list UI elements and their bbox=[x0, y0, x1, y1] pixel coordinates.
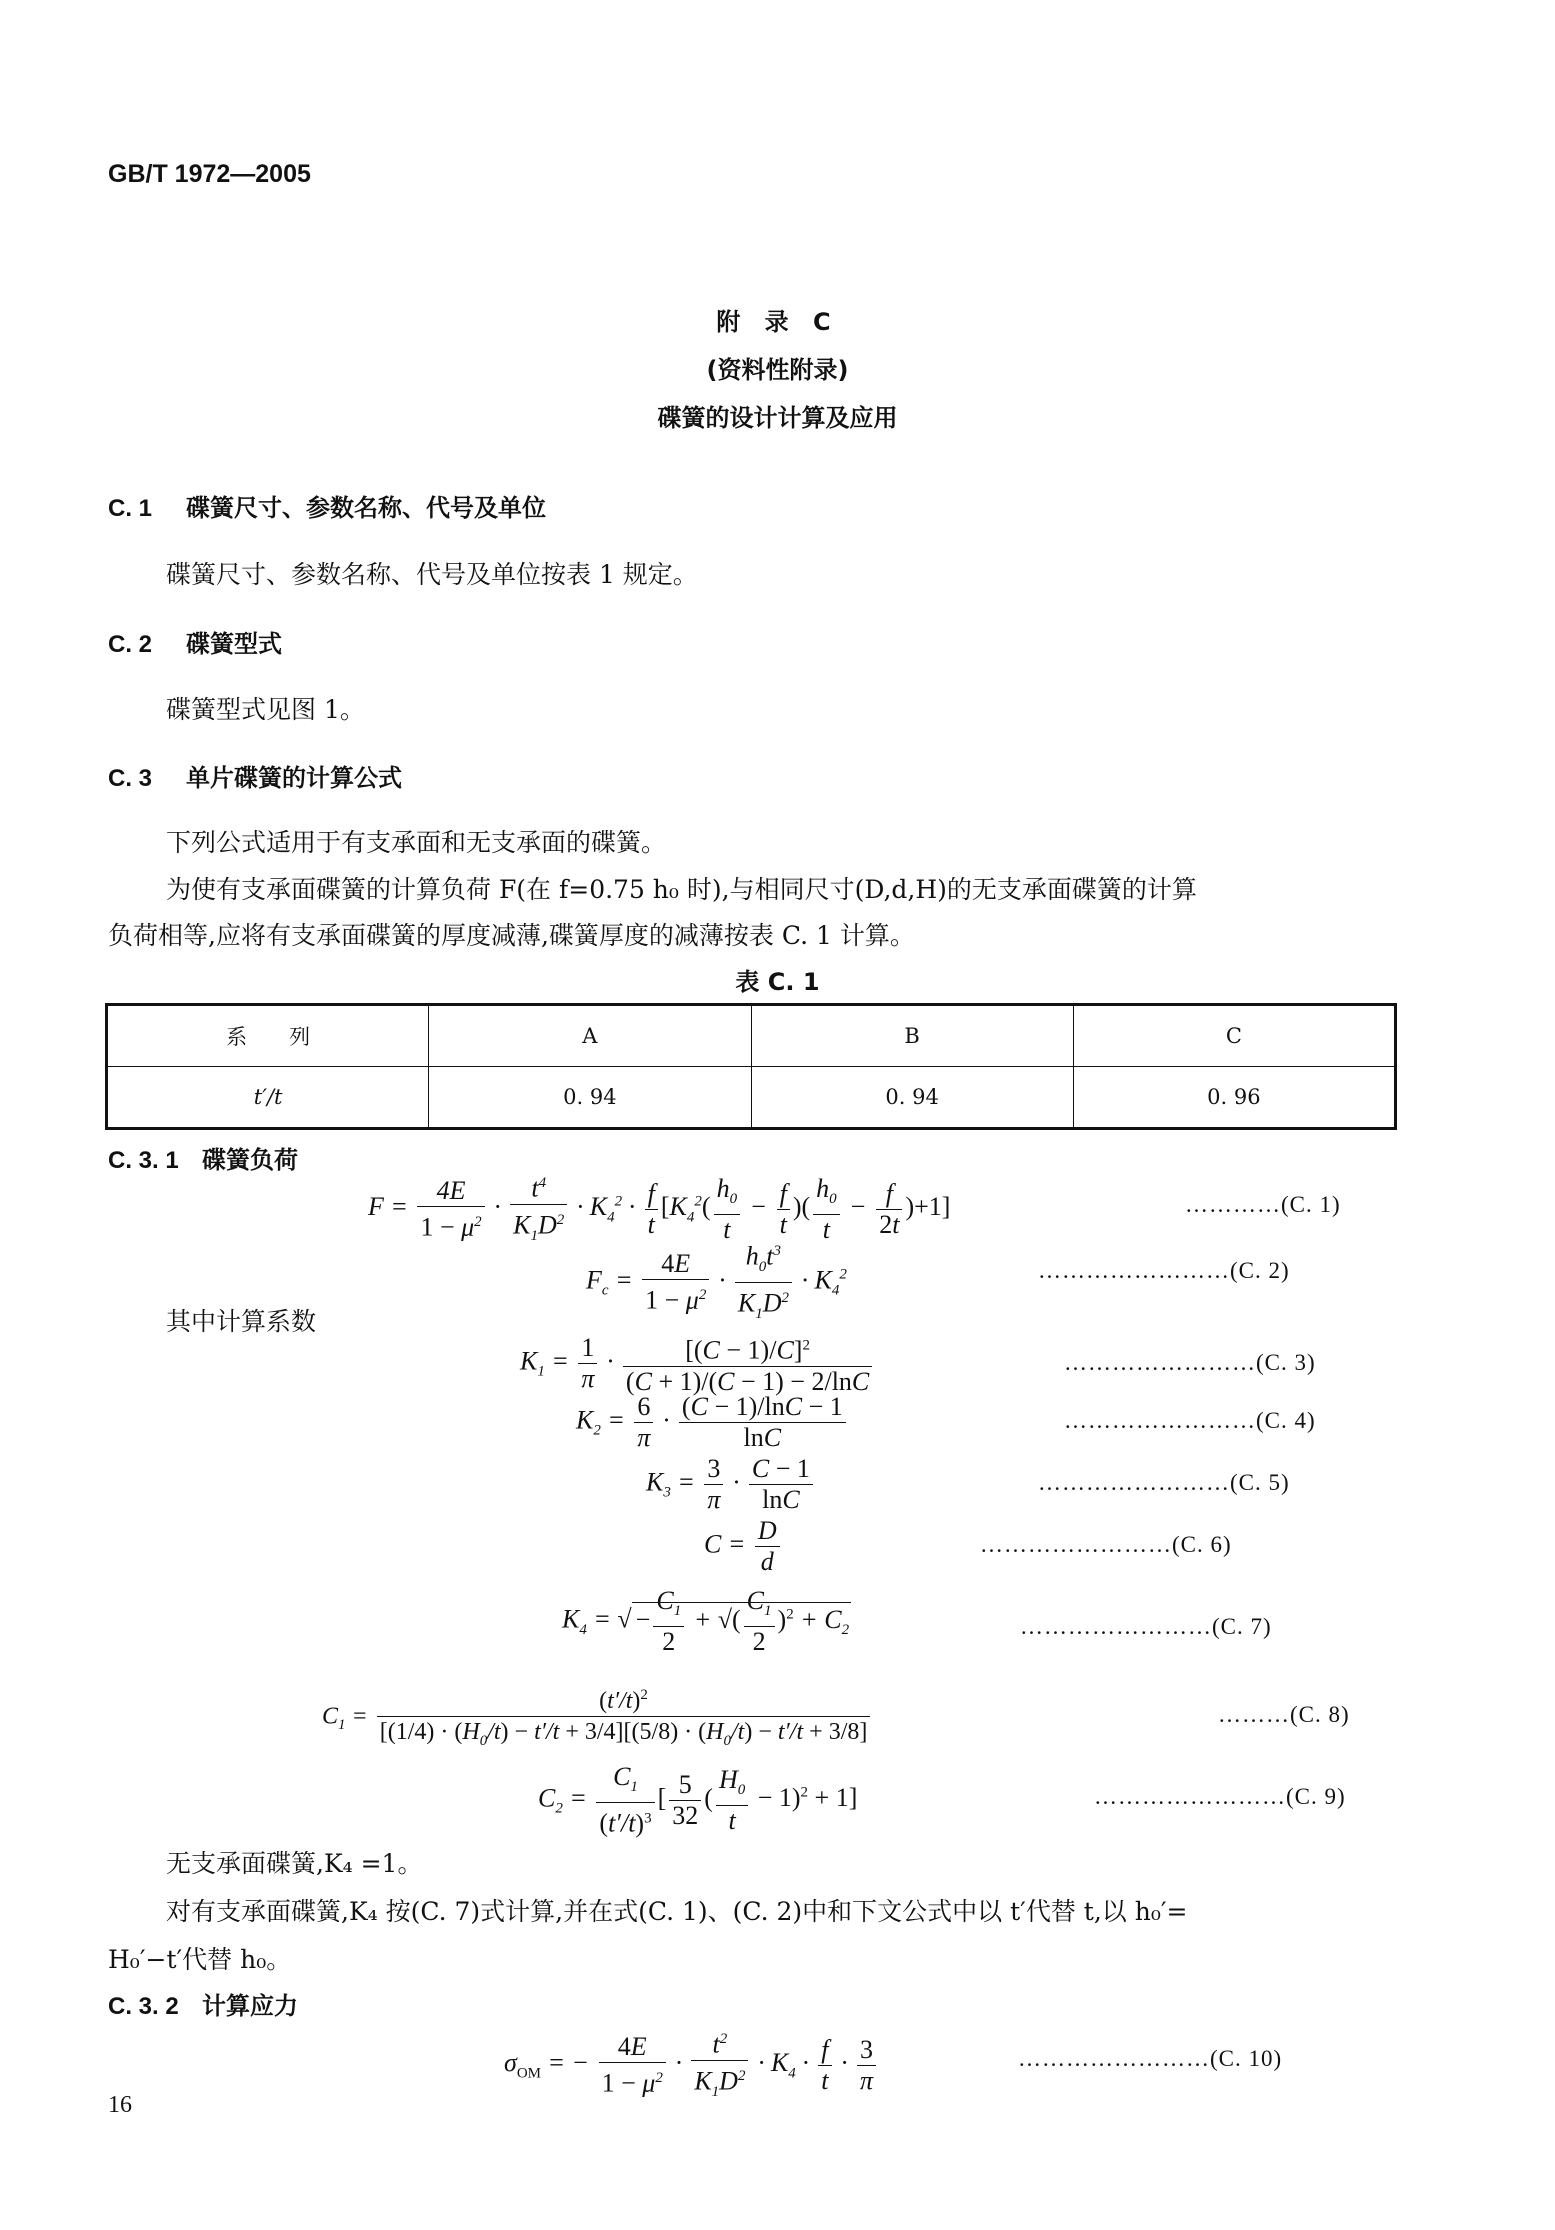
table-cell: t′/t bbox=[107, 1067, 429, 1129]
section-title: 单片碟簧的计算公式 bbox=[186, 764, 402, 792]
equation-c6: C = $\frac{D}{d}$ bbox=[704, 1516, 783, 1577]
equation-c2: $F_c$ = $\frac{4E}{1 - \mu^2}$ · $\frac{h_0t^3}{K_1D^2}$ · $K_4^2$ bbox=[586, 1236, 847, 1329]
equation-number-c6: ……………………(C. 6) bbox=[980, 1532, 1232, 1557]
section-number: C. 3 bbox=[108, 765, 153, 792]
appendix-title: 附 录 C bbox=[716, 308, 839, 336]
equation-number-c4: ……………………(C. 4) bbox=[1064, 1408, 1316, 1433]
section-c31-heading bbox=[108, 1140, 298, 1175]
equation-number-c9: ……………………(C. 9) bbox=[1094, 1784, 1346, 1809]
equation-number-c7: ……………………(C. 7) bbox=[1020, 1614, 1272, 1639]
table-header-cell: C bbox=[1073, 1005, 1395, 1067]
document-code-header: GB/T 1972—2005 bbox=[108, 160, 311, 188]
equation-number-c1: …………(C. 1) bbox=[1185, 1192, 1341, 1217]
section-number: C. 3. 1 bbox=[108, 1147, 179, 1174]
equation-number-c3: ……………………(C. 3) bbox=[1064, 1350, 1316, 1375]
section-c3-paragraph-1: 下列公式适用于有支承面和无支承面的碟簧。 bbox=[166, 828, 667, 857]
section-number: C. 1 bbox=[108, 495, 153, 522]
section-title: 碟簧负荷 bbox=[202, 1146, 298, 1174]
appendix-heading: 碟簧的设计计算及应用 bbox=[657, 404, 898, 432]
table-caption: 表 C. 1 bbox=[735, 968, 820, 996]
equation-c4: $K_2$ = $\frac{6}{\pi}$ · $\frac{(C - 1)/\ln C - 1}{\ln C}$ bbox=[576, 1392, 849, 1453]
section-title: 碟簧尺寸、参数名称、代号及单位 bbox=[186, 494, 546, 522]
table-header-row bbox=[107, 1005, 1396, 1067]
coefficient-label: 其中计算系数 bbox=[166, 1307, 317, 1336]
k4-note: 无支承面碟簧,K₄ =1。 bbox=[166, 1849, 423, 1878]
section-c3-paragraph-2a: 为使有支承面碟簧的计算负荷 F(在 f=0.75 h₀ 时),与相同尺寸(D,d,H)的无支承面碟簧的计算 bbox=[166, 875, 1197, 904]
section-c1-text: 碟簧尺寸、参数名称、代号及单位按表 1 规定。 bbox=[166, 560, 698, 589]
equation-number-c5: ……………………(C. 5) bbox=[1038, 1470, 1290, 1495]
section-title: 碟簧型式 bbox=[186, 630, 282, 658]
equation-c7: $K_4$ = √ − $\frac{C_1}{2}$ + √( $\frac{C_1}{2}$ )$^2 + C_2$ bbox=[562, 1586, 850, 1657]
equation-number-c2: ……………………(C. 2) bbox=[1038, 1258, 1290, 1283]
section-number: C. 2 bbox=[108, 631, 153, 658]
section-c3-paragraph-2b: 负荷相等,应将有支承面碟簧的厚度减薄,碟簧厚度的减薄按表 C. 1 计算。 bbox=[108, 921, 915, 950]
equation-c1: F = $\frac{4E}{1 - \mu^2}$ · $\frac{t^4}{K_1D^2}$ · $K_4^2$ · $\frac{f}{t}$ [$K_4^2$( $\frac{h_0}{t}$ − $\frac{f}{t}$ )( $\frac{h_0}{t}$ − $\frac{f}{2t}$ )+1] bbox=[368, 1168, 950, 1251]
equation-c9: $C_2$ = $\frac{C_1}{(t'/t)^3}$ [ $\frac{5}{32}$ ( $\frac{H_0}{t}$ − 1)$^2$ + 1] bbox=[538, 1762, 858, 1838]
data-table bbox=[105, 1003, 1397, 1130]
appendix-subtitle: (资料性附录) bbox=[706, 356, 849, 384]
section-c32-heading bbox=[108, 1986, 298, 2021]
table-header-cell: A bbox=[429, 1005, 751, 1067]
supported-spring-note-line-2: H₀′−t′代替 h₀。 bbox=[108, 1945, 292, 1974]
table-cell: 0. 96 bbox=[1073, 1067, 1395, 1129]
equation-c8: $C_1$ = $\frac{(t'/t)^2}{[(1/4) \cdot (H_0/t) - t'/t + 3/4][(5/8) \cdot (H_0/t) - t'/t + 3/8]}$ bbox=[322, 1680, 873, 1756]
table-cell: 0. 94 bbox=[751, 1067, 1073, 1129]
table-header-cell: 系 列 bbox=[107, 1005, 429, 1067]
table-row bbox=[107, 1067, 1396, 1129]
section-number: C. 3. 2 bbox=[108, 1993, 179, 2020]
section-c3-heading bbox=[108, 758, 402, 793]
supported-spring-note-line-1: 对有支承面碟簧,K₄ 按(C. 7)式计算,并在式(C. 1)、(C. 2)中和下文公式中以 t′代替 t,以 h₀′= bbox=[166, 1897, 1188, 1926]
equation-number-c10: ……………………(C. 10) bbox=[1018, 2046, 1283, 2071]
section-title: 计算应力 bbox=[202, 1992, 298, 2020]
equation-c5: $K_3$ = $\frac{3}{\pi}$ · $\frac{C - 1}{\ln C}$ bbox=[646, 1454, 816, 1515]
equation-c3: $K_1$ = $\frac{1}{\pi}$ · $\frac{[(C - 1)/C]^2}{(C + 1)/(C - 1) - 2/\ln C}$ bbox=[520, 1330, 875, 1397]
equation-c10: $\sigma_{OM}$ = − $\frac{4E}{1 - \mu^2}$ · $\frac{t^2}{K_1D^2}$ · $K_4$ · $\frac{f}{t}$ · $\frac{3}{\pi}$ bbox=[504, 2024, 879, 2107]
table-header-cell: B bbox=[751, 1005, 1073, 1067]
section-c2-heading bbox=[108, 624, 282, 659]
page-number: 16 bbox=[108, 2092, 132, 2118]
equation-number-c8: ………(C. 8) bbox=[1218, 1702, 1350, 1727]
table-cell: 0. 94 bbox=[429, 1067, 751, 1129]
section-c1-heading bbox=[108, 488, 546, 523]
section-c2-text: 碟簧型式见图 1。 bbox=[166, 695, 365, 724]
